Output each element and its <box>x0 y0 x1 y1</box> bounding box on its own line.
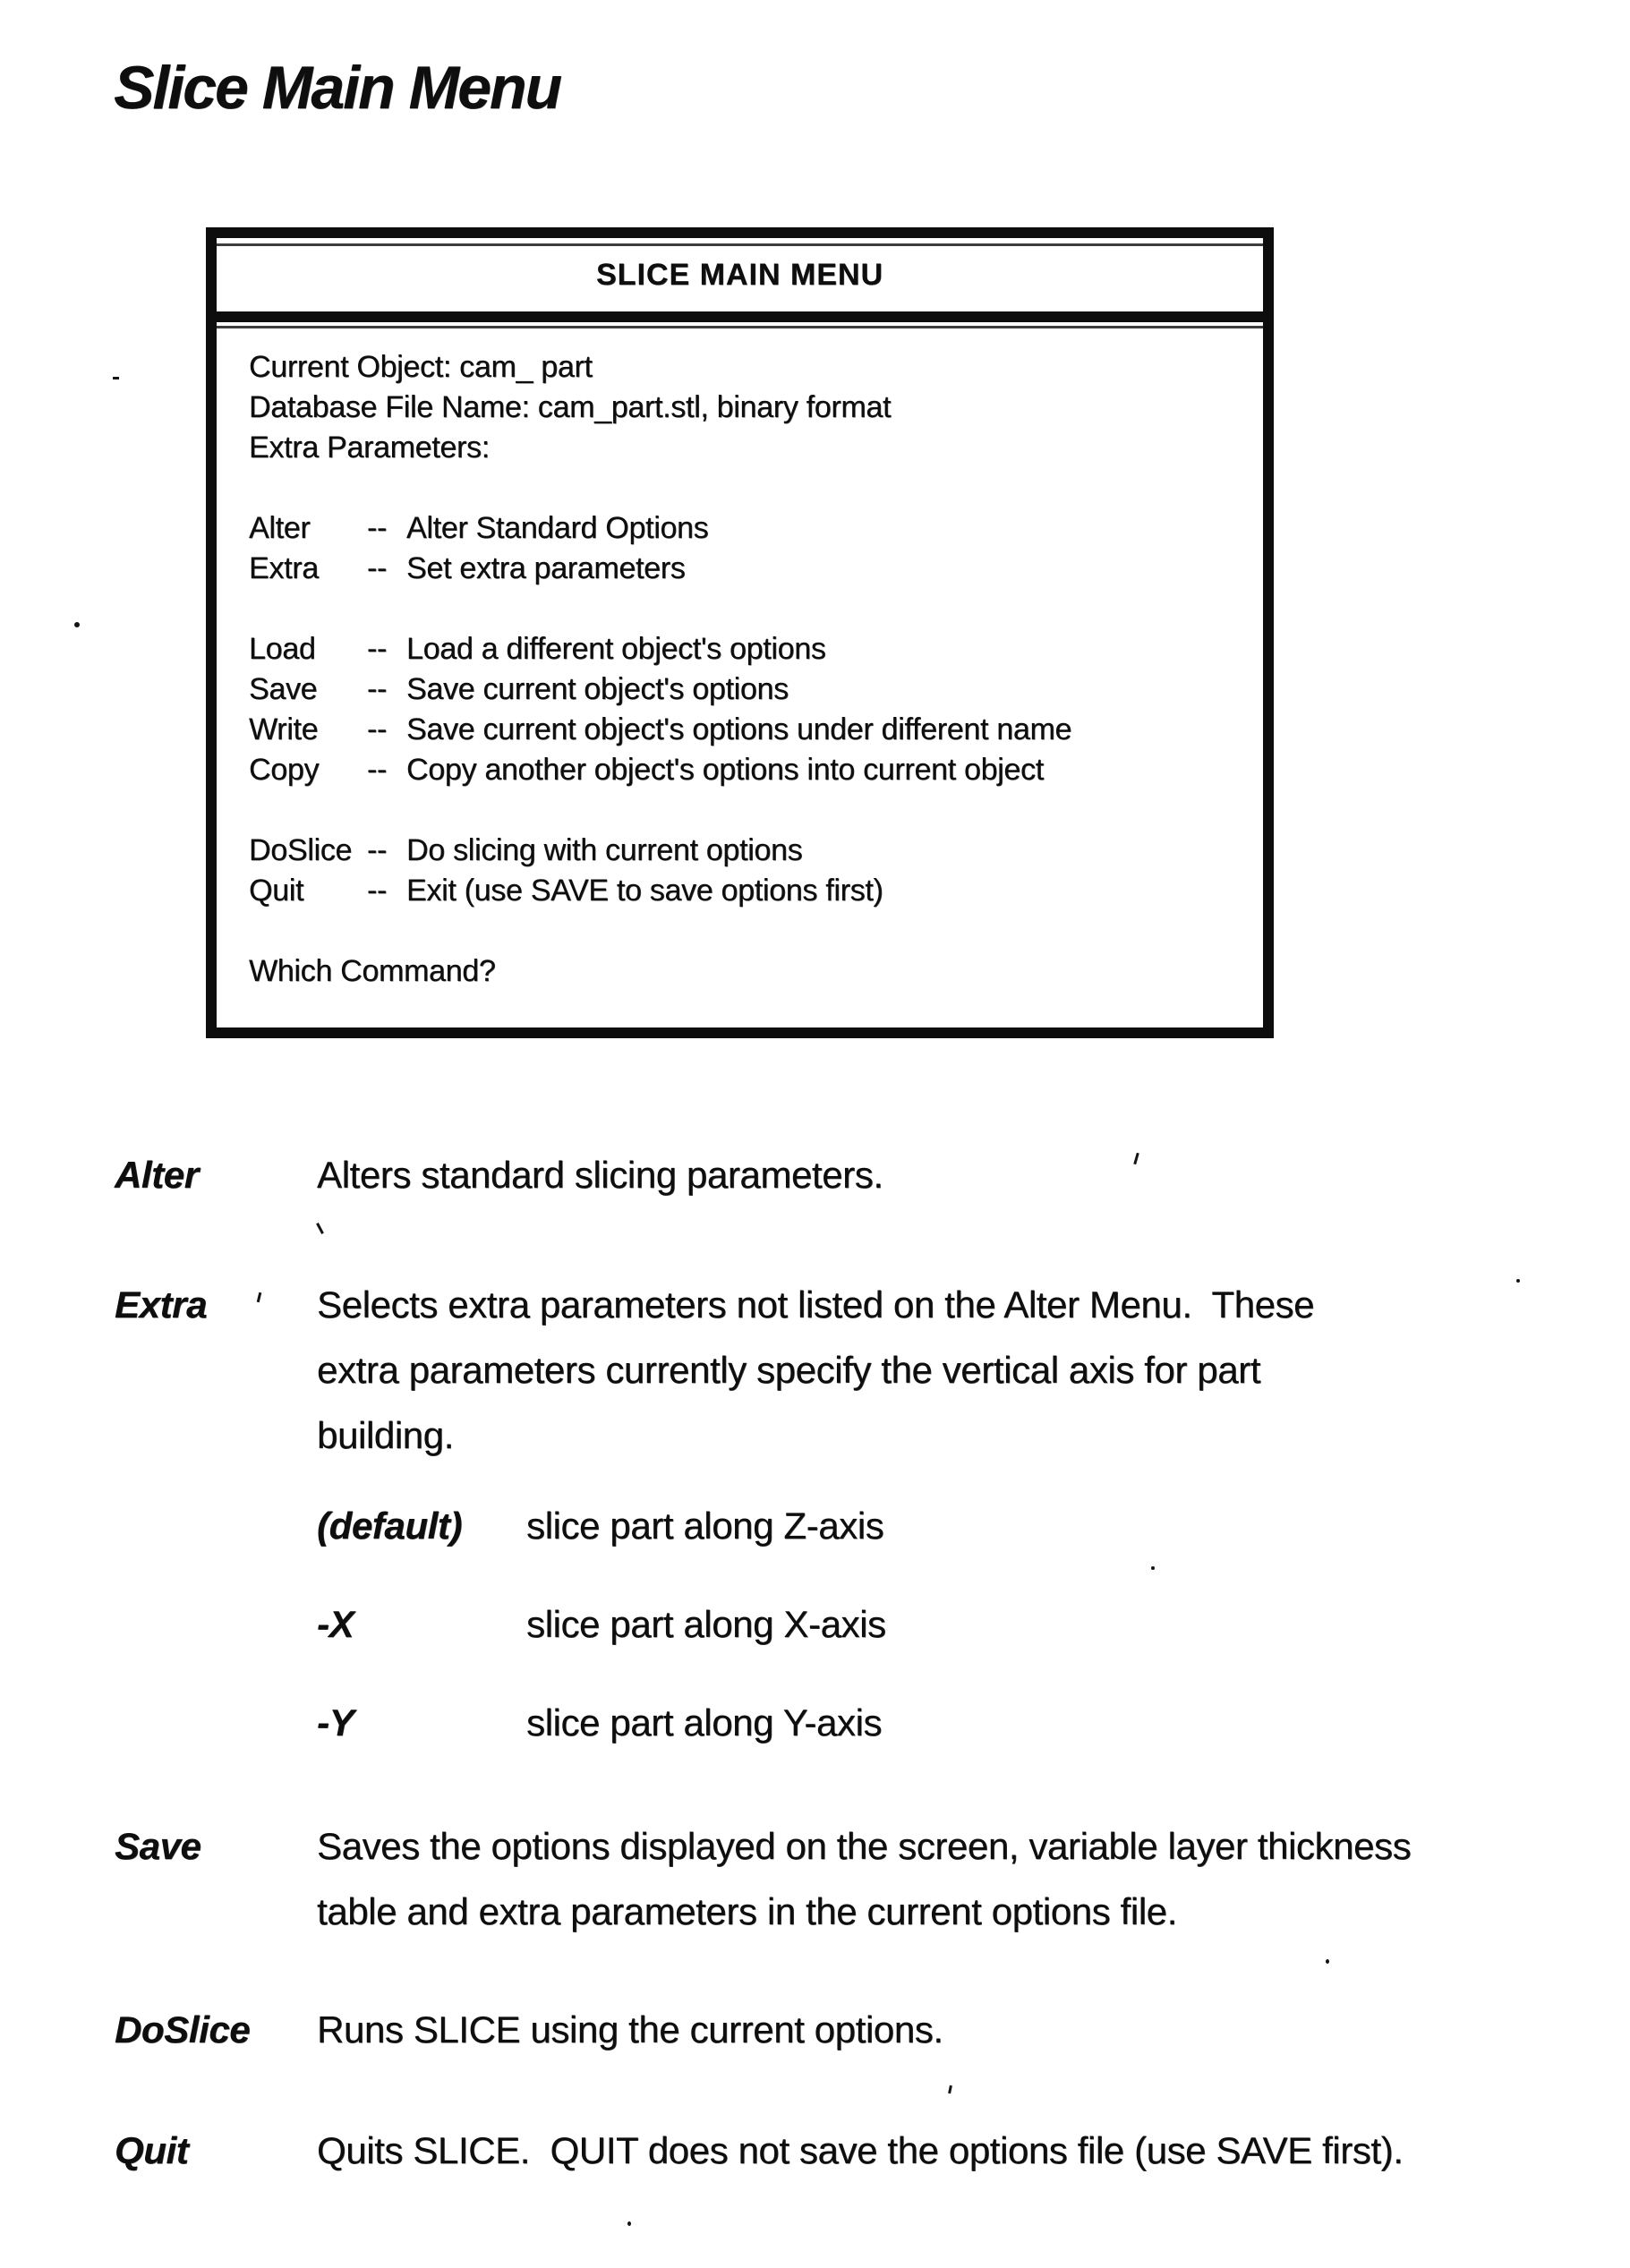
command-name: Extra <box>249 551 319 585</box>
definition-term: Save <box>115 1825 201 1867</box>
definition-line: building. <box>317 1414 454 1456</box>
command-name: Alter <box>249 511 311 545</box>
scan-ghost-line <box>217 326 1263 328</box>
scan-ghost-line <box>217 243 1263 246</box>
menu-command-write <box>249 710 1242 750</box>
page-title: Slice Main Menu <box>114 54 560 122</box>
command-desc: Alter Standard Options <box>406 511 709 545</box>
definition-row-quit <box>115 2118 1583 2183</box>
definition-term: Quit <box>115 2129 189 2171</box>
command-dash: -- <box>367 753 388 787</box>
menu-content <box>217 322 1263 992</box>
definition-line: Runs SLICE using the current options. <box>317 2008 943 2051</box>
scan-speck <box>1151 1566 1155 1570</box>
menu-command-save <box>249 669 1242 710</box>
blank-line <box>249 468 1242 508</box>
blank-line <box>249 589 1242 629</box>
scan-speck <box>627 2221 631 2226</box>
definition-row-doslice <box>115 1997 1583 2062</box>
menu-command-copy <box>249 750 1242 790</box>
definition-line: table and extra parameters in the current options file. <box>317 1890 1177 1932</box>
command-desc: Copy another object's options into current object <box>406 753 1044 787</box>
command-dash: -- <box>367 632 388 666</box>
command-dash: -- <box>367 551 388 585</box>
scan-speck <box>113 377 119 379</box>
definition-term: DoSlice <box>115 2008 251 2051</box>
scan-speck <box>1516 1279 1520 1283</box>
database-file-line: Database File Name: cam_part.stl, binary format <box>249 390 892 424</box>
command-name: Copy <box>249 753 320 787</box>
menu-command-alter <box>249 508 1242 549</box>
definition-line: Selects extra parameters not listed on the Alter Menu. These <box>317 1283 1315 1326</box>
menu-title-bar: SLICE MAIN MENU <box>217 238 1263 322</box>
command-name: DoSlice <box>249 833 353 867</box>
axis-desc: slice part along Z-axis <box>526 1505 884 1547</box>
scan-speck <box>1326 1959 1329 1964</box>
command-prompt: Which Command? <box>249 954 496 988</box>
command-desc: Save current object's options under different name <box>406 712 1072 746</box>
scan-speck <box>74 622 80 627</box>
command-name: Write <box>249 712 319 746</box>
menu-command-quit <box>249 871 1242 911</box>
current-object-line: Current Object: cam_ part <box>249 350 593 384</box>
extra-parameters-line: Extra Parameters: <box>249 431 490 465</box>
definition-line: Alters standard slicing parameters. <box>317 1154 883 1196</box>
menu-command-load <box>249 629 1242 669</box>
axis-flag: -X <box>317 1603 354 1645</box>
axis-flag: -Y <box>317 1701 354 1744</box>
axis-option-x <box>317 1591 1481 1657</box>
command-desc: Load a different object's options <box>406 632 826 666</box>
command-dash: -- <box>367 672 388 706</box>
command-dash: -- <box>367 833 388 867</box>
command-desc: Do slicing with current options <box>406 833 803 867</box>
axis-option-y <box>317 1690 1481 1755</box>
blank-line <box>249 790 1242 831</box>
axis-desc: slice part along X-axis <box>526 1603 886 1645</box>
command-dash: -- <box>367 511 388 545</box>
definition-line: Quits SLICE. QUIT does not save the options file (use SAVE first). <box>317 2129 1404 2171</box>
definition-line: extra parameters currently specify the vertical axis for part <box>317 1349 1261 1391</box>
command-desc: Exit (use SAVE to save options first) <box>406 874 883 908</box>
scan-speck <box>948 2085 952 2093</box>
axis-flag: (default) <box>317 1505 463 1547</box>
definition-row-alter <box>115 1142 1583 1207</box>
command-dash: -- <box>367 712 388 746</box>
command-dash: -- <box>367 874 388 908</box>
definition-term: Alter <box>115 1154 199 1196</box>
definition-row-save <box>115 1813 1583 1944</box>
definition-row-extra <box>115 1272 1583 1468</box>
axis-option-default <box>317 1493 1481 1558</box>
menu-command-extra <box>249 549 1242 589</box>
command-name: Quit <box>249 874 304 908</box>
scan-speck <box>316 1223 324 1234</box>
command-desc: Save current object's options <box>406 672 789 706</box>
definition-term: Extra <box>115 1283 208 1326</box>
command-desc: Set extra parameters <box>406 551 686 585</box>
axis-desc: slice part along Y-axis <box>526 1701 883 1744</box>
command-name: Load <box>249 632 316 666</box>
blank-line <box>249 911 1242 951</box>
menu-command-doslice <box>249 831 1242 871</box>
command-name: Save <box>249 672 318 706</box>
slice-main-menu-box <box>206 227 1274 1038</box>
definition-line: Saves the options displayed on the screen, variable layer thickness <box>317 1825 1412 1867</box>
